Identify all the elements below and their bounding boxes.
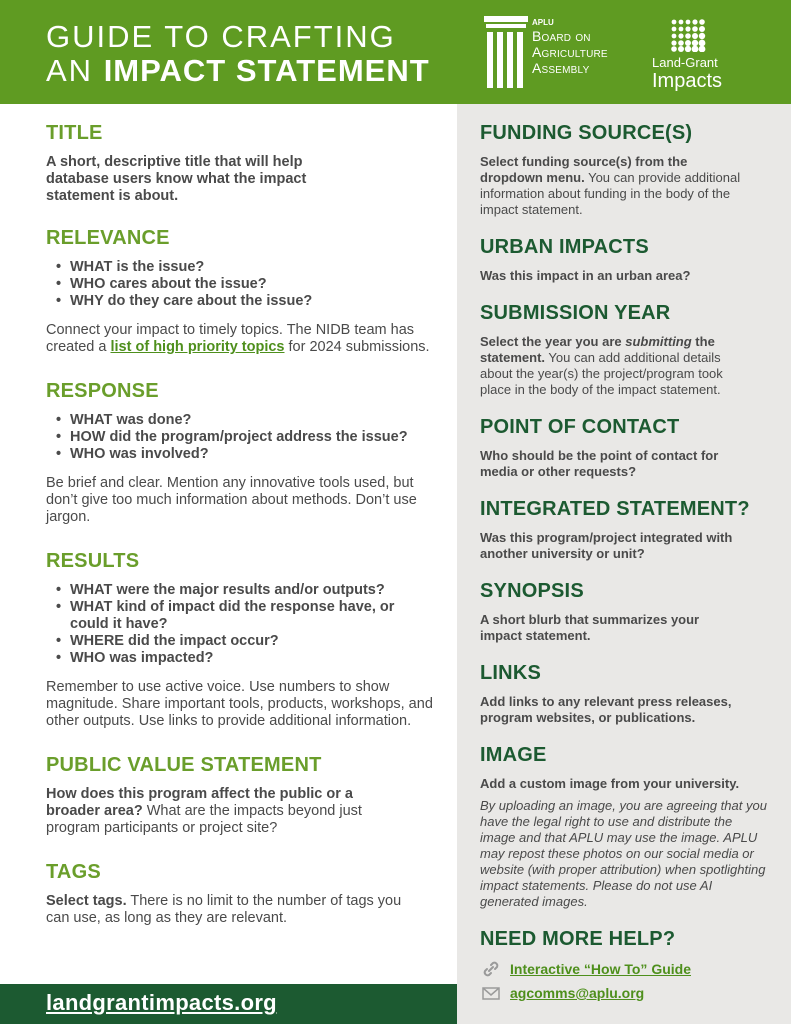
land-grant-text: Land-Grant Impacts (652, 55, 723, 92)
list-item: • WHAT kind of impact did the response have, or could it have? (70, 599, 430, 633)
section-relevance (46, 225, 436, 356)
section-heading: TITLE (46, 122, 103, 144)
section-text: Select the year you are submitting the statement. You can add additional details about the year(s) the project/program took place in the body of the impact statement. (480, 334, 723, 397)
land-grant-impacts-logo (650, 16, 740, 92)
page-title (46, 20, 430, 88)
title-line-1: GUIDE TO CRAFTING (46, 19, 396, 54)
section-text: A short blurb that summarizes your impact statement. (480, 612, 700, 643)
section-response (46, 378, 436, 526)
section-text: A short, descriptive title that will help database users know what the impact statement is about. (46, 154, 307, 204)
section-heading: RESPONSE (46, 380, 159, 402)
pillars-icon (484, 16, 528, 88)
list-item: • WHO cares about the issue? (70, 276, 436, 293)
section-text: Add a custom image from your university. (480, 776, 740, 791)
mail-icon (480, 984, 502, 1002)
section-title (46, 120, 436, 205)
title-line-2: AN IMPACT STATEMENT (46, 53, 430, 88)
section-heading: TAGS (46, 861, 101, 883)
help-guide-row (480, 960, 772, 978)
section-heading: SUBMISSION YEAR (480, 302, 671, 324)
section-text: Select tags. There is no limit to the number of tags you can use, as long as they are relevant. (46, 893, 402, 926)
section-heading: PUBLIC VALUE STATEMENT (46, 754, 322, 776)
section-heading: IMAGE (480, 744, 547, 766)
section-public-value (46, 752, 436, 837)
list-item: • WHAT is the issue? (70, 259, 436, 276)
bullet-list (70, 582, 430, 667)
help-email-row (480, 984, 772, 1002)
section-tags (46, 859, 436, 927)
section-heading: SYNOPSIS (480, 580, 584, 602)
list-item: • WHO was impacted? (70, 650, 430, 667)
list-item: • WHO was involved? (70, 446, 410, 463)
section-image (480, 742, 772, 910)
section-heading: URBAN IMPACTS (480, 236, 649, 258)
right-column (480, 120, 772, 1008)
section-heading: POINT OF CONTACT (480, 416, 680, 438)
section-heading: INTEGRATED STATEMENT? (480, 498, 750, 520)
section-text: Select funding source(s) from the dropdown menu. You can provide additional information about funding in the body of the impact statement. (480, 154, 741, 217)
section-heading: LINKS (480, 662, 541, 684)
section-heading: RELEVANCE (46, 227, 170, 249)
section-urban (480, 234, 772, 284)
list-item: • WHAT were the major results and/or outputs? (70, 582, 430, 599)
website-link[interactable]: landgrantimpacts.org (46, 990, 277, 1015)
section-need-help (480, 926, 772, 1002)
list-item: • WHAT was done? (70, 412, 410, 429)
aplu-board-logo (484, 16, 634, 90)
section-text: How does this program affect the public or a broader area? What are the impacts beyond just program participants or project site? (46, 786, 362, 836)
aplu-text: APLU Board on Agriculture Assembly (532, 18, 608, 76)
bullet-list (70, 412, 410, 463)
priority-topics-link[interactable]: list of high priority topics (110, 339, 285, 355)
section-point-of-contact (480, 414, 772, 480)
image-disclaimer: By uploading an image, you are agreeing that you have the legal right to use and distribute the image and that APLU may use the image. APLU may repost these photos on our social media or website (with proper attribution) when spotlighting impact statements. Please do not use AI generated images. (480, 798, 767, 909)
dot-grid-icon (670, 18, 710, 52)
section-synopsis (480, 578, 772, 644)
section-heading: RESULTS (46, 550, 140, 572)
section-text: Was this impact in an urban area? (480, 268, 691, 283)
header-banner (0, 0, 791, 104)
footer-bar (0, 984, 457, 1024)
how-to-guide-link[interactable]: Interactive “How To” Guide (510, 961, 691, 977)
list-item: • WHY do they care about the issue? (70, 293, 436, 310)
email-link[interactable]: agcomms@aplu.org (510, 985, 645, 1001)
section-submission-year (480, 300, 772, 398)
link-icon (480, 960, 502, 978)
section-text: Connect your impact to timely topics. The NIDB team has created a list of high priority topics for 2024 submissions. (46, 322, 430, 355)
bullet-list (70, 259, 436, 310)
left-column (46, 120, 436, 927)
section-funding (480, 120, 772, 218)
section-links (480, 660, 772, 726)
section-text: Be brief and clear. Mention any innovative tools used, but don’t give too much information about methods. Don’t use jargon. (46, 475, 417, 525)
section-integrated (480, 496, 772, 562)
section-heading: NEED MORE HELP? (480, 928, 676, 950)
section-text: Add links to any relevant press releases, program websites, or publications. (480, 694, 732, 725)
section-heading: FUNDING SOURCE(S) (480, 122, 693, 144)
list-item: • WHERE did the impact occur? (70, 633, 430, 650)
list-item: • HOW did the program/project address the issue? (70, 429, 410, 446)
section-text: Was this program/project integrated with another university or unit? (480, 530, 733, 561)
section-text: Who should be the point of contact for media or other requests? (480, 448, 719, 479)
section-results (46, 548, 436, 730)
section-text: Remember to use active voice. Use numbers to show magnitude. Share important tools, products, workshops, and other outputs. Use links to provide additional information. (46, 679, 433, 729)
